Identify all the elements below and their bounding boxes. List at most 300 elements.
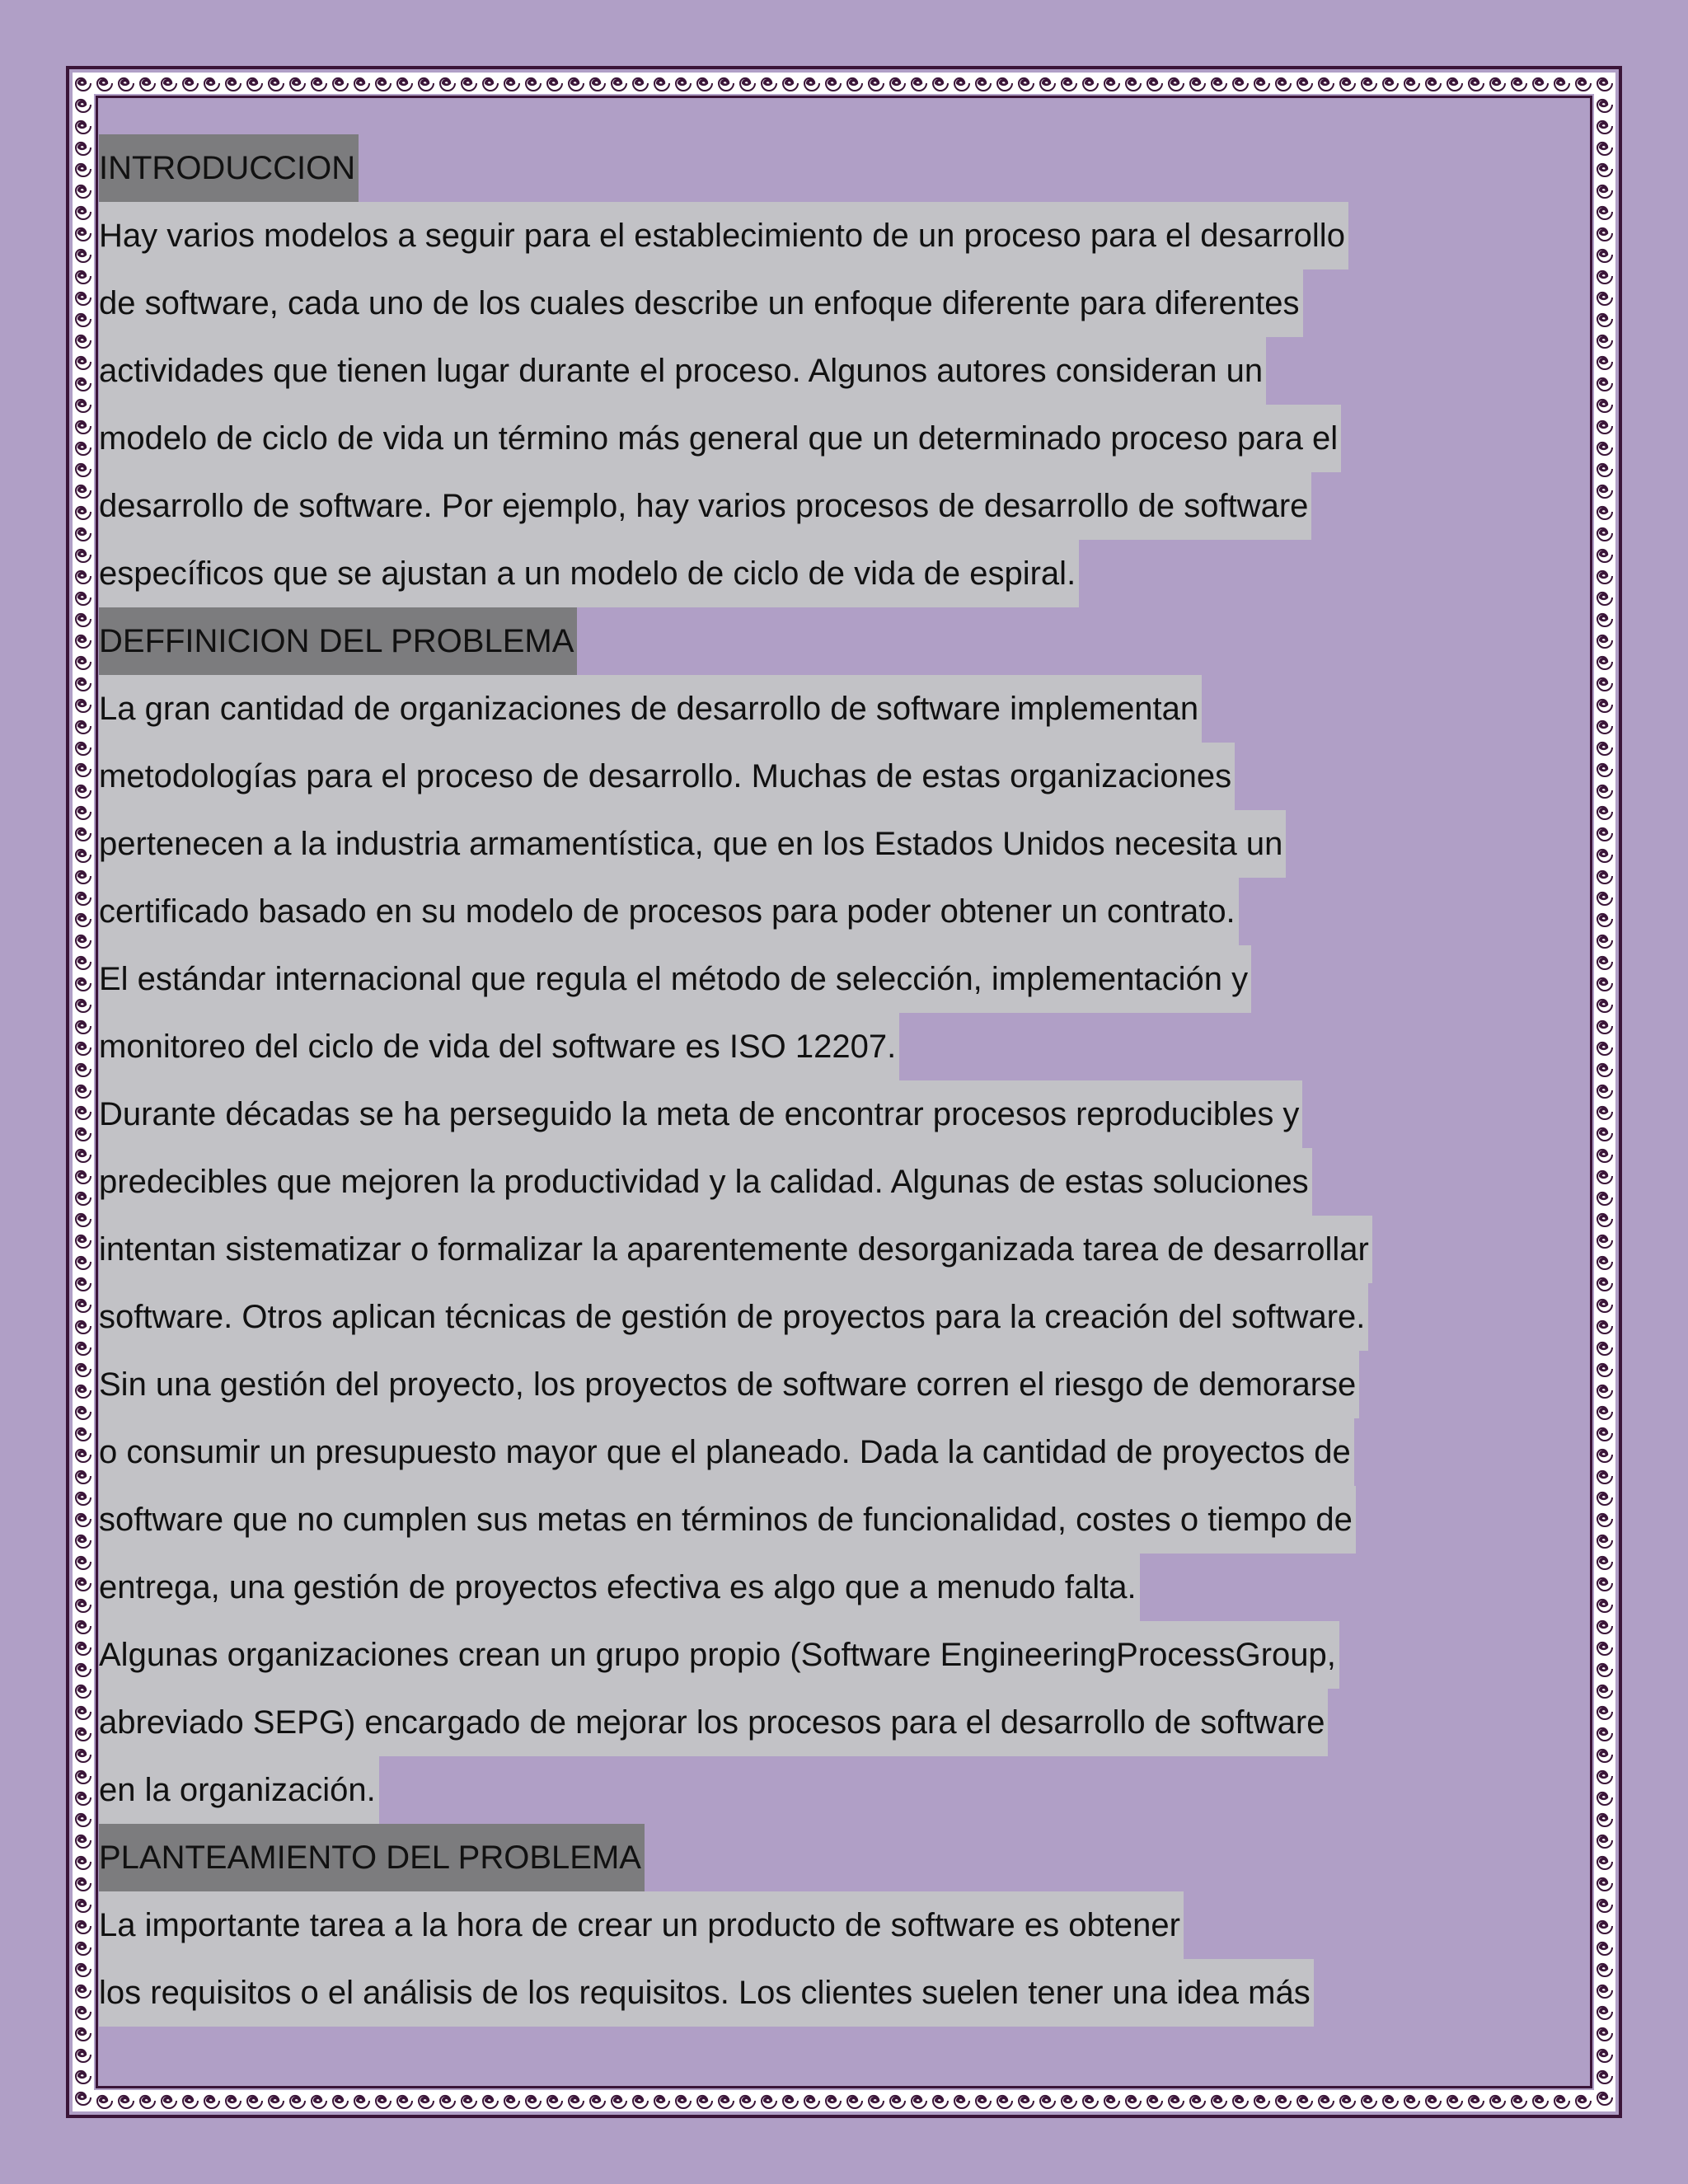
spiral-ornament [783, 78, 798, 91]
spiral-ornament [376, 2096, 391, 2108]
spiral-ornament [76, 2093, 91, 2105]
spiral-ornament [76, 421, 91, 434]
spiral-ornament [76, 1493, 91, 1505]
spiral-ornament [76, 743, 91, 755]
spiral-ornament [1597, 893, 1612, 905]
spiral-ornament [1469, 78, 1484, 91]
spiral-ornament [76, 1128, 91, 1141]
spiral-ornament [1597, 1385, 1612, 1398]
spiral-ornament [1597, 635, 1612, 648]
spiral-ornament [76, 2071, 91, 2083]
spiral-ornament [847, 2096, 862, 2108]
spiral-ornament [76, 935, 91, 948]
spiral-ornament [1340, 78, 1355, 91]
paragraph-line: Durante décadas se ha perseguido la meta de encontrar procesos reproducibles y [99, 1080, 1591, 1148]
spiral-ornament [76, 78, 91, 91]
spiral-ornament [719, 78, 734, 91]
spiral-ornament [997, 78, 1012, 91]
spiral-ornament [1512, 2096, 1526, 2108]
document-body [99, 134, 1591, 2027]
border-band-left [73, 73, 94, 2111]
spiral-ornament [1597, 1707, 1612, 1719]
spiral-ornament [1597, 207, 1612, 219]
spiral-ornament [1040, 2096, 1055, 2108]
spiral-ornament [76, 443, 91, 455]
spiral-ornament [76, 957, 91, 969]
spiral-ornament [183, 2096, 198, 2108]
spiral-ornament [119, 78, 134, 91]
spiral-ornament [976, 78, 991, 91]
spiral-ornament [1040, 78, 1055, 91]
spiral-ornament [633, 2096, 648, 2108]
spiral-ornament [526, 78, 541, 91]
paragraph-line: La gran cantidad de organizaciones de desarrollo de software implementan [99, 675, 1591, 743]
spiral-ornament [76, 721, 91, 733]
spiral-ornament [1597, 1043, 1612, 1055]
spiral-ornament [76, 1450, 91, 1462]
spiral-ornament [76, 250, 91, 262]
spiral-ornament [397, 2096, 412, 2108]
spiral-ornament [1597, 2028, 1612, 2041]
spiral-ornament [1126, 2096, 1141, 2108]
spiral-ornament [1597, 2050, 1612, 2062]
paragraph-line: certificado basado en su modelo de procesos para poder obtener un contrato. [99, 878, 1591, 945]
spiral-ornament [247, 78, 262, 91]
spiral-ornament [997, 2096, 1012, 2108]
spiral-ornament [1597, 485, 1612, 498]
spiral-ornament [1597, 1664, 1612, 1676]
spiral-ornament [1597, 1557, 1612, 1569]
spiral-ornament [1597, 1278, 1612, 1291]
spiral-ornament [1597, 1535, 1612, 1548]
paragraph-line: los requisitos o el análisis de los requisitos. Los clientes suelen tener una idea más [99, 1959, 1591, 2027]
spiral-ornament [76, 657, 91, 669]
border-band-bottom [73, 2090, 1615, 2111]
spiral-ornament [1597, 593, 1612, 605]
spiral-ornament [1597, 1793, 1612, 1805]
spiral-ornament [354, 2096, 369, 2108]
spiral-ornament [76, 571, 91, 583]
spiral-ornament [76, 1043, 91, 1055]
spiral-ornament [76, 1021, 91, 1033]
spiral-ornament [76, 1535, 91, 1548]
spiral-ornament [1597, 614, 1612, 626]
spiral-ornament [483, 2096, 498, 2108]
spiral-ornament [76, 850, 91, 862]
spiral-ornament [1597, 2071, 1612, 2083]
section-heading-planteamiento: PLANTEAMIENTO DEL PROBLEMA [99, 1824, 1591, 1891]
spiral-ornament [76, 978, 91, 991]
spiral-ornament [1062, 2096, 1076, 2108]
spiral-ornament [76, 1771, 91, 1783]
paragraph-line: pertenecen a la industria armamentística, que en los Estados Unidos necesita un [99, 810, 1591, 878]
spiral-ornament [633, 78, 648, 91]
spiral-ornament [1597, 914, 1612, 926]
spiral-ornament [1597, 571, 1612, 583]
spiral-ornament [1254, 78, 1269, 91]
spiral-ornament [247, 2096, 262, 2108]
paragraph-line: software que no cumplen sus metas en términos de funcionalidad, costes o tiempo de [99, 1486, 1591, 1554]
spiral-ornament [76, 871, 91, 883]
spiral-ornament [1576, 78, 1591, 91]
spiral-ornament [76, 207, 91, 219]
spiral-ornament [526, 2096, 541, 2108]
spiral-ornament [376, 78, 391, 91]
spiral-ornament [869, 2096, 884, 2108]
spiral-ornament [1576, 2096, 1591, 2108]
spiral-ornament [76, 1621, 91, 1633]
border-band-right [1594, 73, 1615, 2111]
spiral-ornament [1404, 2096, 1419, 2108]
spiral-ornament [226, 78, 241, 91]
paragraph-line: El estándar internacional que regula el método de selección, implementación y [99, 945, 1591, 1013]
spiral-ornament [76, 1300, 91, 1312]
spiral-ornament [1383, 78, 1398, 91]
spiral-ornament [76, 1985, 91, 1998]
spiral-ornament [1597, 250, 1612, 262]
spiral-ornament [1190, 2096, 1205, 2108]
spiral-ornament [1597, 1214, 1612, 1226]
spiral-ornament [1597, 1193, 1612, 1205]
spiral-ornament [890, 2096, 905, 2108]
spiral-ornament [1554, 78, 1569, 91]
spiral-ornament [1083, 78, 1098, 91]
spiral-ornament [76, 1557, 91, 1569]
spiral-ornament [1426, 78, 1441, 91]
spiral-ornament [1597, 143, 1612, 155]
spiral-ornament [76, 293, 91, 305]
spiral-ornament [76, 185, 91, 198]
spiral-ornament [76, 121, 91, 134]
spiral-ornament [1254, 2096, 1269, 2108]
spiral-ornament [76, 1814, 91, 1826]
spiral-ornament [1597, 550, 1612, 562]
spiral-ornament [312, 2096, 326, 2108]
spiral-ornament [869, 78, 884, 91]
spiral-ornament [76, 807, 91, 819]
spiral-ornament [76, 1150, 91, 1162]
spiral-ornament [1597, 1150, 1612, 1162]
spiral-ornament [1597, 507, 1612, 519]
spiral-ornament [1212, 2096, 1226, 2108]
spiral-ornament [1597, 1107, 1612, 1119]
spiral-ornament [912, 2096, 926, 2108]
spiral-ornament [76, 485, 91, 498]
spiral-ornament [183, 78, 198, 91]
spiral-ornament [354, 78, 369, 91]
spiral-ornament [97, 2096, 112, 2108]
spiral-ornament [76, 550, 91, 562]
spiral-ornament [1597, 1728, 1612, 1741]
spiral-ornament [1597, 1321, 1612, 1333]
spiral-ornament [76, 785, 91, 798]
spiral-ornament [1597, 1878, 1612, 1891]
spiral-ornament [1597, 528, 1612, 541]
spiral-ornament [1597, 443, 1612, 455]
spiral-ornament [204, 2096, 219, 2108]
spiral-ornament [76, 528, 91, 541]
spiral-ornament [397, 78, 412, 91]
spiral-ornament [826, 2096, 841, 2108]
spiral-ornament [1597, 1750, 1612, 1762]
spiral-ornament [612, 2096, 626, 2108]
spiral-ornament [1597, 1943, 1612, 1955]
spiral-ornament [76, 1364, 91, 1376]
spiral-ornament [1554, 2096, 1569, 2108]
spiral-ornament [762, 78, 776, 91]
spiral-ornament [504, 78, 519, 91]
spiral-ornament [204, 78, 219, 91]
spiral-ornament [719, 2096, 734, 2108]
spiral-ornament [547, 78, 562, 91]
spiral-ornament [76, 635, 91, 648]
spiral-ornament [1597, 421, 1612, 434]
spiral-ornament [1597, 1685, 1612, 1698]
spiral-ornament [1190, 78, 1205, 91]
spiral-ornament [1512, 78, 1526, 91]
spiral-ornament [1597, 2007, 1612, 2019]
spiral-ornament [1597, 978, 1612, 991]
spiral-ornament [76, 1750, 91, 1762]
paragraph-line: monitoreo del ciclo de vida del software es ISO 12207. [99, 1013, 1591, 1080]
spiral-ornament [290, 78, 305, 91]
spiral-ornament [1597, 1128, 1612, 1141]
spiral-ornament [1104, 78, 1119, 91]
spiral-ornament [1212, 78, 1226, 91]
spiral-ornament [912, 78, 926, 91]
spiral-ornament [1319, 78, 1334, 91]
spiral-ornament [954, 2096, 969, 2108]
spiral-ornament [1597, 314, 1612, 326]
paragraph-line: predecibles que mejoren la productividad y la calidad. Algunas de estas soluciones [99, 1148, 1591, 1216]
spiral-ornament [804, 2096, 819, 2108]
section-heading-definicion: DEFFINICION DEL PROBLEMA [99, 607, 1591, 675]
spiral-ornament [269, 78, 284, 91]
spiral-ornament [76, 1343, 91, 1355]
spiral-ornament [590, 2096, 605, 2108]
spiral-ornament [76, 1943, 91, 1955]
spiral-ornament [76, 1193, 91, 1205]
spiral-ornament [569, 2096, 584, 2108]
spiral-ornament [76, 1278, 91, 1291]
spiral-ornament [76, 2028, 91, 2041]
section-heading-introduccion: INTRODUCCION [99, 134, 1591, 202]
spiral-ornament [1597, 378, 1612, 391]
spiral-ornament [847, 78, 862, 91]
spiral-ornament [76, 1407, 91, 1419]
spiral-ornament [1597, 785, 1612, 798]
spiral-ornament [1597, 1064, 1612, 1076]
spiral-ornament [783, 2096, 798, 2108]
spiral-ornament [1019, 2096, 1034, 2108]
border-band-top [73, 73, 1615, 94]
spiral-ornament [590, 78, 605, 91]
spiral-ornament [1597, 1621, 1612, 1633]
spiral-ornament [1597, 1857, 1612, 1869]
spiral-ornament [76, 1235, 91, 1248]
spiral-ornament [1597, 1343, 1612, 1355]
spiral-ornament [1597, 1578, 1612, 1591]
spiral-ornament [76, 1000, 91, 1012]
spiral-ornament [1533, 78, 1548, 91]
spiral-ornament [1169, 78, 1184, 91]
paragraph-line: Hay varios modelos a seguir para el establecimiento de un proceso para el desarrollo [99, 202, 1591, 269]
paragraph-line: o consumir un presupuesto mayor que el planeado. Dada la cantidad de proyectos de [99, 1418, 1591, 1486]
spiral-ornament [440, 78, 455, 91]
spiral-ornament [290, 2096, 305, 2108]
spiral-ornament [1597, 100, 1612, 112]
spiral-ornament [1597, 1450, 1612, 1462]
spiral-ornament [1233, 2096, 1248, 2108]
spiral-ornament [1362, 2096, 1376, 2108]
spiral-ornament [76, 1900, 91, 1912]
spiral-ornament [697, 78, 712, 91]
spiral-ornament [1362, 78, 1376, 91]
spiral-ornament [76, 1857, 91, 1869]
spiral-ornament [1597, 1600, 1612, 1612]
spiral-ornament [76, 914, 91, 926]
spiral-ornament [76, 1471, 91, 1483]
paragraph-line: modelo de ciclo de vida un término más general que un determinado proceso para el [99, 405, 1591, 472]
spiral-ornament [1597, 1471, 1612, 1483]
spiral-ornament [76, 1664, 91, 1676]
spiral-ornament [676, 2096, 691, 2108]
spiral-ornament [76, 143, 91, 155]
spiral-ornament [333, 78, 348, 91]
spiral-ornament [1062, 78, 1076, 91]
spiral-ornament [119, 2096, 134, 2108]
spiral-ornament [1597, 1000, 1612, 1012]
spiral-ornament [76, 2007, 91, 2019]
spiral-ornament [76, 828, 91, 841]
spiral-ornament [1276, 2096, 1291, 2108]
spiral-ornament [76, 464, 91, 476]
spiral-ornament [1597, 828, 1612, 841]
spiral-ornament [1469, 2096, 1484, 2108]
spiral-ornament [162, 2096, 176, 2108]
spiral-ornament [440, 2096, 455, 2108]
spiral-ornament [1297, 78, 1312, 91]
spiral-ornament [1597, 1514, 1612, 1526]
spiral-ornament [1597, 1835, 1612, 1848]
spiral-ornament [1597, 1493, 1612, 1505]
spiral-ornament [1597, 228, 1612, 241]
spiral-ornament [612, 78, 626, 91]
spiral-ornament [76, 1685, 91, 1698]
spiral-ornament [933, 78, 948, 91]
spiral-ornament [1597, 935, 1612, 948]
spiral-ornament [76, 314, 91, 326]
spiral-ornament [462, 78, 476, 91]
spiral-ornament [1426, 2096, 1441, 2108]
spiral-ornament [569, 78, 584, 91]
spiral-ornament [76, 1964, 91, 1976]
spiral-ornament [740, 78, 755, 91]
spiral-ornament [76, 1728, 91, 1741]
spiral-ornament [76, 1878, 91, 1891]
spiral-ornament [76, 400, 91, 412]
paragraph-line: intentan sistematizar o formalizar la aparentemente desorganizada tarea de desarrollar [99, 1216, 1591, 1283]
spiral-ornament [1597, 1300, 1612, 1312]
paragraph-line: Algunas organizaciones crean un grupo propio (Software EngineeringProcessGroup, [99, 1621, 1591, 1689]
spiral-ornament [1597, 1814, 1612, 1826]
spiral-ornament [312, 78, 326, 91]
spiral-ornament [76, 1321, 91, 1333]
paragraph-line: actividades que tienen lugar durante el proceso. Algunos autores consideran un [99, 337, 1591, 405]
spiral-ornament [676, 78, 691, 91]
spiral-ornament [1490, 78, 1505, 91]
spiral-ornament [1597, 807, 1612, 819]
paragraph-line: desarrollo de software. Por ejemplo, hay varios procesos de desarrollo de software [99, 472, 1591, 540]
spiral-ornament [1597, 293, 1612, 305]
spiral-ornament [269, 2096, 284, 2108]
spiral-ornament [76, 228, 91, 241]
spiral-ornament [954, 78, 969, 91]
spiral-ornament [76, 1921, 91, 1933]
spiral-ornament [76, 593, 91, 605]
spiral-ornament [1533, 2096, 1548, 2108]
spiral-ornament [1383, 2096, 1398, 2108]
spiral-ornament [1597, 1900, 1612, 1912]
spiral-ornament [419, 78, 434, 91]
spiral-ornament [697, 2096, 712, 2108]
spiral-ornament [76, 335, 91, 348]
spiral-ornament [1597, 721, 1612, 733]
spiral-ornament [762, 2096, 776, 2108]
spiral-ornament [976, 2096, 991, 2108]
spiral-ornament [1297, 2096, 1312, 2108]
paragraph-line: metodologías para el proceso de desarrollo. Muchas de estas organizaciones [99, 743, 1591, 810]
spiral-ornament [1597, 743, 1612, 755]
paragraph-line: software. Otros aplican técnicas de gestión de proyectos para la creación del software. [99, 1283, 1591, 1351]
spiral-ornament [1597, 1985, 1612, 1998]
spiral-ornament [1597, 678, 1612, 691]
spiral-ornament [76, 1835, 91, 1848]
spiral-ornament [162, 78, 176, 91]
spiral-ornament [1597, 1171, 1612, 1183]
spiral-ornament [1597, 700, 1612, 712]
spiral-ornament [76, 1064, 91, 1076]
spiral-ornament [804, 78, 819, 91]
spiral-ornament [76, 1214, 91, 1226]
spiral-ornament [1597, 78, 1612, 91]
spiral-ornament [76, 1257, 91, 1269]
spiral-ornament [76, 378, 91, 391]
spiral-ornament [1404, 78, 1419, 91]
spiral-ornament [76, 164, 91, 176]
paragraph-line: La importante tarea a la hora de crear un producto de software es obtener [99, 1891, 1591, 1959]
spiral-ornament [76, 1428, 91, 1441]
spiral-ornament [1147, 2096, 1162, 2108]
spiral-ornament [76, 100, 91, 112]
spiral-ornament [76, 1085, 91, 1098]
spiral-ornament [140, 78, 155, 91]
spiral-ornament [76, 678, 91, 691]
spiral-ornament [1447, 2096, 1462, 2108]
spiral-ornament [1597, 1428, 1612, 1441]
spiral-ornament [462, 2096, 476, 2108]
spiral-ornament [1276, 78, 1291, 91]
spiral-ornament [76, 1578, 91, 1591]
spiral-ornament [1126, 78, 1141, 91]
spiral-ornament [76, 357, 91, 369]
spiral-ornament [76, 1171, 91, 1183]
spiral-ornament [1597, 1085, 1612, 1098]
spiral-ornament [1319, 2096, 1334, 2108]
spiral-ornament [1597, 657, 1612, 669]
spiral-ornament [1597, 1364, 1612, 1376]
spiral-ornament [76, 1793, 91, 1805]
